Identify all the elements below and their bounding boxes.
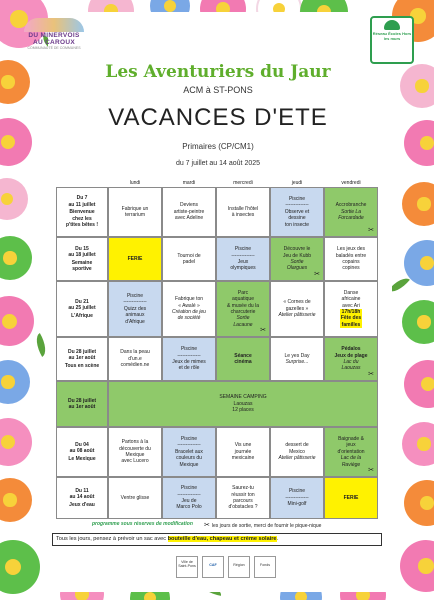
flower-decoration: [0, 296, 34, 346]
activity-cell: Piscine -------------- Bracelet aux couleurs du Mexique: [162, 427, 216, 477]
week-header: [56, 427, 108, 477]
community-logo-line2: AU CAROUX: [32, 39, 76, 46]
legend-outing: [204, 521, 321, 529]
daily-reminder: [52, 533, 382, 546]
holiday-cell: FERIE: [108, 237, 162, 281]
week-dates: Du 04 au 08 août: [69, 441, 95, 455]
activity-title: Accrobranche: [335, 202, 367, 209]
activity-cell: Les jeux des baladés entre copains copines: [324, 237, 378, 281]
flower-decoration: [0, 236, 32, 280]
flower-decoration: [0, 60, 30, 104]
activity-title: Découvre le Jeu de Kubb: [282, 246, 312, 259]
week-dates: Du 28 juillet au 1er août: [67, 397, 97, 410]
reminder-text: Tous les jours, pensez à prévoir un sac avec: [56, 536, 168, 542]
activity-title: Pédalos Jeux de plage: [334, 346, 368, 359]
school-icon: [384, 20, 400, 30]
activity-cell: Fabrique un terrarium: [108, 187, 162, 237]
camping-spots: 12 places: [232, 407, 254, 414]
activity-subtitle: Création de jeu de société: [172, 309, 206, 322]
week-header: [56, 477, 108, 519]
activity-cell: Piscine -------------- Jeux olympiques: [216, 237, 270, 281]
mountain-icon: [24, 18, 84, 32]
legend-disclaimer: programme sous réserves de modification: [92, 521, 193, 527]
activity-title: Baignade & jeux d'orientation: [337, 435, 365, 455]
activity-cell: Tournoi de padel: [162, 237, 216, 281]
camping-title: SEMAINE CAMPING: [219, 394, 267, 401]
flower-decoration: [0, 178, 28, 220]
cutlery-icon: ✂: [368, 227, 374, 234]
activity-cell: [270, 281, 324, 337]
week-header: [56, 381, 108, 427]
week-dates: Du 21 au 25 juillet: [68, 298, 96, 312]
activity-cell: [270, 237, 324, 281]
day-header: lundi: [129, 179, 141, 186]
cutlery-icon: ✂: [368, 467, 374, 474]
week-theme: Semaine sportive: [71, 259, 93, 272]
activity-cell: [324, 427, 378, 477]
partner-logo: Ville de Saint-Pons: [176, 556, 198, 578]
activity-title: Fabrique ton « Awalé »: [174, 296, 204, 309]
activity-subtitle: Atelier pâtisserie: [278, 312, 316, 319]
activity-outing: Lac de la Raviège: [340, 455, 362, 468]
partner-logo: CAF: [202, 556, 224, 578]
activity-cell: [270, 427, 324, 477]
holiday-cell: FERIE: [324, 477, 378, 519]
week-theme: L'Afrique: [71, 312, 93, 319]
week-theme: Jeux d'eau: [69, 501, 95, 508]
flower-decoration: [404, 480, 434, 526]
cutlery-icon: ✂: [368, 371, 374, 378]
cutlery-icon: ✂: [204, 522, 210, 529]
activity-title: Le yes Day: [284, 352, 310, 359]
activity-cell: Séance cinéma: [216, 337, 270, 381]
week-header: [56, 187, 108, 237]
activity-cell: Dans la peau d'un.e comédien.ne: [108, 337, 162, 381]
activity-cell: Partons à la découverte du Mexique avec Lucero: [108, 427, 162, 477]
activity-cell: Piscine -------------- Mini-golf: [270, 477, 324, 519]
community-logo-line3: COMMUNAUTÉ DE COMMUNES: [27, 46, 81, 50]
week-dates: Du 28 juillet au 1er août: [67, 348, 97, 362]
activity-cell: [162, 281, 216, 337]
week-header: [56, 337, 108, 381]
legend-outing-text: les jours de sortie, merci de fournir le pique-nique: [211, 523, 322, 529]
activity-cell: Saurez-tu réussir ton parcours d'obstacles ?: [216, 477, 270, 519]
week-header: [56, 237, 108, 281]
level-label: Primaires (CP/CM1): [182, 142, 254, 151]
day-header: mardi: [182, 179, 196, 186]
flower-decoration: [0, 360, 30, 404]
activity-cell: Piscine -------------- Observe et dessine ton insecte: [270, 187, 324, 237]
activity-cell: Piscine -------------- Jeu de Marco Polo: [162, 477, 216, 519]
flower-decoration: [402, 182, 434, 226]
camping-cell: [108, 381, 378, 427]
activity-cell: [216, 281, 270, 337]
poster-subtitle: ACM à ST-PONS: [183, 85, 253, 95]
day-header: jeudi: [291, 179, 303, 186]
activity-subtitle: Surprise...: [285, 359, 309, 365]
community-logo: [18, 18, 90, 62]
activity-outing: Sortie Lacaune: [233, 315, 253, 328]
flower-decoration: [402, 300, 434, 344]
activity-cell: Deviens artiste-peintre avec Adeline: [162, 187, 216, 237]
flower-decoration: [0, 118, 32, 166]
reminder-end: .: [276, 536, 279, 542]
activity-title: Parc aquatique & musée du la charcuterie: [227, 289, 259, 315]
camping-place: Laouzas: [233, 400, 253, 407]
activity-cell: Installe l'hôtel à insectes: [216, 187, 270, 237]
flower-decoration: [0, 418, 32, 466]
flower-decoration: [404, 360, 434, 408]
week-theme: Le Mexique: [68, 455, 96, 462]
school-network-logo: [370, 16, 414, 64]
school-network-text: Réseau Écoles Hors les murs: [372, 31, 412, 41]
partner-logos: [0, 554, 434, 588]
activity-subtitle: Atelier pâtisserie: [278, 455, 316, 462]
day-header: vendredi: [341, 179, 361, 186]
activity-title: dessert de Mexico: [285, 442, 309, 455]
period-dates: du 7 juillet au 14 août 2025: [175, 160, 261, 167]
activity-cell: [324, 187, 378, 237]
activity-title: Danse africaine avec Ari: [341, 289, 361, 309]
flower-decoration: [402, 422, 434, 466]
activity-cell: Piscine -------------- Jeux de mimes et de rôle: [162, 337, 216, 381]
family-party-label: 17h/18h Fête des familles: [340, 309, 362, 328]
activity-cell: Vis une journée mexicaine: [216, 427, 270, 477]
flower-decoration: [404, 120, 434, 166]
activity-title: « Cornes de gazelles »: [283, 299, 311, 312]
activity-outing: Sortie Olargues: [286, 259, 308, 272]
activity-outing: Sortie La Forcardade: [338, 208, 364, 222]
activity-cell: Ventre glisse: [108, 477, 162, 519]
partner-logo: Région: [228, 556, 250, 578]
activity-outing: Lac du Laouzas: [341, 359, 361, 372]
week-dates: Du 15 au 18 juillet: [68, 245, 96, 259]
week-dates: Du 7 au 11 juillet: [68, 195, 96, 208]
flower-decoration: [400, 64, 434, 108]
week-dates: Du 11 au 14 août: [69, 487, 95, 501]
activity-cell: [324, 281, 378, 337]
week-header: [56, 281, 108, 337]
activity-cell: [324, 337, 378, 381]
day-header: mercredi: [233, 179, 253, 186]
activity-cell: [270, 337, 324, 381]
community-logo-line1: DU MINERVOIS: [28, 32, 80, 39]
partner-logo: Fonds: [254, 556, 276, 578]
cutlery-icon: ✂: [260, 327, 266, 334]
week-theme: Bienvenue chez les p'tites bêtes !: [65, 209, 99, 229]
activity-grid: [56, 179, 378, 519]
week-theme: Tous en scène: [64, 362, 100, 369]
cutlery-icon: ✂: [314, 271, 320, 278]
flower-decoration: [0, 478, 32, 522]
activity-cell: Piscine -------------- Quizz des animaux d'Afrique: [108, 281, 162, 337]
poster-title: Les Aventuriers du Jaur: [105, 62, 331, 82]
reminder-highlight: bouteille d'eau, chapeau et crème solaire: [167, 536, 277, 542]
main-title: VACANCES D'ETE: [108, 104, 328, 131]
